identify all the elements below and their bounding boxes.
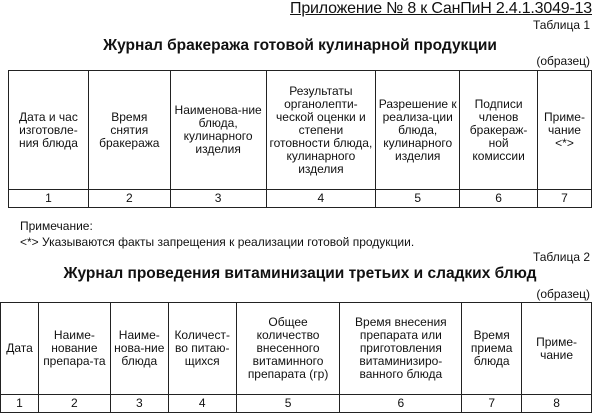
table2-header-cell: Наиме-нование препара-та — [38, 303, 110, 395]
table1-header-row — [9, 71, 592, 190]
table1-number-cell: 1 — [9, 190, 89, 208]
table2-header-cell: Количест-во питаю-щихся — [168, 303, 236, 395]
table1-number-cell: 6 — [460, 190, 538, 208]
table2-number-cell: 1 — [1, 395, 39, 413]
table2-number-cell: 2 — [38, 395, 110, 413]
table2-number-cell: 3 — [110, 395, 168, 413]
table1 — [8, 70, 592, 208]
table2-header-row — [1, 303, 592, 395]
note-text: <*> Указываются факты запрещения к реализации готовой продукции. — [20, 235, 415, 249]
table2-number-cell: 7 — [462, 395, 522, 413]
table2-title: Журнал проведения витаминизации третьих и сладких блюд — [63, 265, 537, 282]
table2-header-cell: Наиме-нова-ние блюда — [110, 303, 168, 395]
table1-header-cell: Подписи членов бракераж-ной комиссии — [460, 71, 538, 190]
table1-header-cell: Приме-чание <*> — [538, 71, 592, 190]
table1-label: Таблица 1 — [532, 18, 590, 32]
table2 — [0, 302, 592, 413]
table2-number-cell: 5 — [236, 395, 340, 413]
table1-number-cell: 7 — [538, 190, 592, 208]
table2-header-cell: Время приема блюда — [462, 303, 522, 395]
table1-header-cell: Разрешение к реализа-ции блюда, кулинарного изделия — [376, 71, 460, 190]
table1-sample-label: (образец) — [536, 54, 590, 68]
table2-header-cell: Время внесения препарата или приготовления витаминизиро-ванного блюда — [340, 303, 462, 395]
table2-sample-label: (образец) — [536, 287, 590, 301]
table2-number-cell: 8 — [522, 395, 592, 413]
table1-number-cell: 2 — [88, 190, 170, 208]
table1-number-cell: 4 — [266, 190, 376, 208]
table1-title: Журнал бракеража готовой кулинарной продукции — [103, 37, 497, 54]
table1-header-cell: Время снятия бракеража — [88, 71, 170, 190]
table1-number-row — [9, 190, 592, 208]
appendix-reference: Приложение № 8 к СанПиН 2.4.1.3049-13 — [290, 0, 592, 17]
table1-header-cell: Дата и час изготовле-ния блюда — [9, 71, 89, 190]
table2-number-cell: 4 — [168, 395, 236, 413]
table2-number-row — [1, 395, 592, 413]
table1-header-cell: Результаты органолепти-ческой оценки и степени готовности блюда, кулинарного изделия — [266, 71, 376, 190]
table2-number-cell: 6 — [340, 395, 462, 413]
table1-header-cell: Наименова-ние блюда, кулинарного изделия — [170, 71, 266, 190]
table2-header-cell: Дата — [1, 303, 39, 395]
table2-label: Таблица 2 — [532, 250, 590, 264]
table1-number-cell: 5 — [376, 190, 460, 208]
table2-header-cell: Общее количество внесенного витаминного препарата (гр) — [236, 303, 340, 395]
table2-header-cell: Приме-чание — [522, 303, 592, 395]
note-label: Примечание: — [20, 219, 93, 233]
table1-number-cell: 3 — [170, 190, 266, 208]
